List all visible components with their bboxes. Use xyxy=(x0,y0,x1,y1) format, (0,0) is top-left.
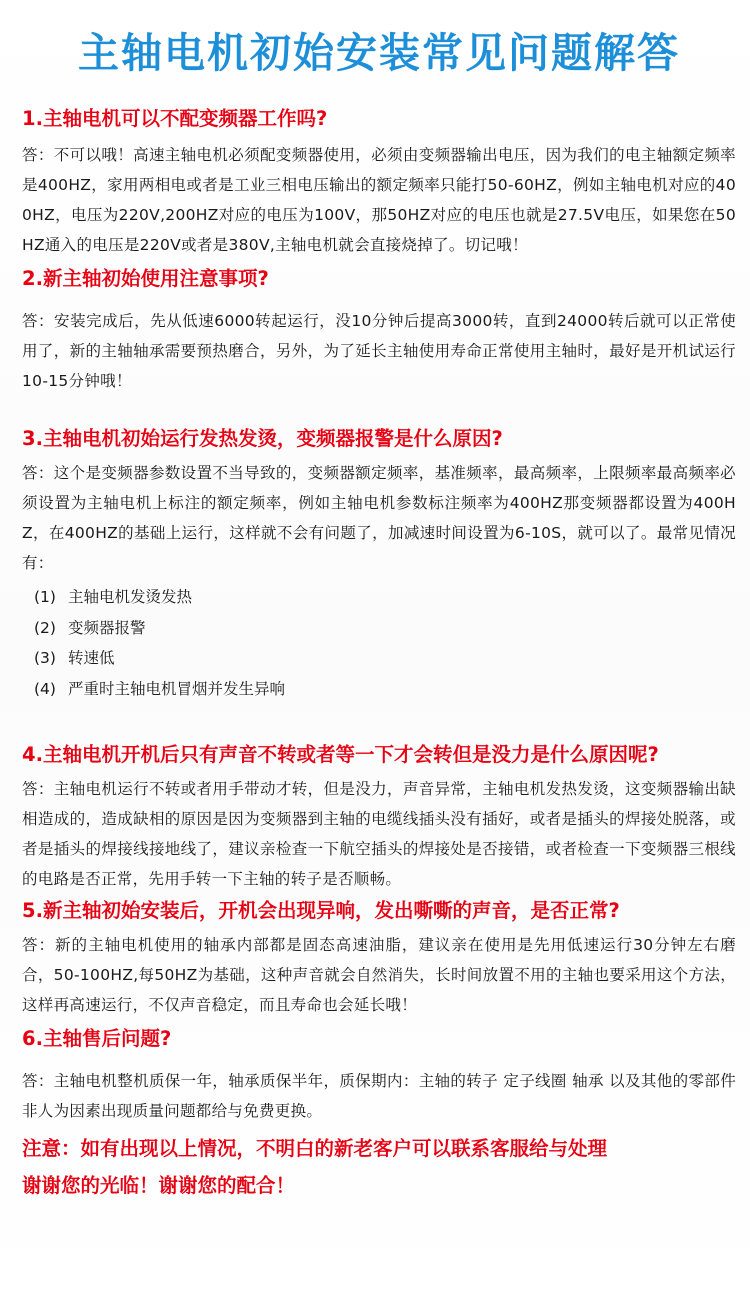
symptom-list xyxy=(34,582,736,704)
list-item-number: (3) xyxy=(34,649,56,667)
list-item-number: (2) xyxy=(34,618,56,637)
list-item-number: (1) xyxy=(34,588,56,606)
notice-text: 注意：如有出现以上情况，不明白的新老客户可以联系客服给与处理 xyxy=(22,1137,608,1160)
list-item xyxy=(34,582,736,613)
question-2: 2.新主轴初始使用注意事项? xyxy=(22,267,269,290)
faq-section-5 xyxy=(22,894,736,1020)
list-item-number: (4) xyxy=(34,679,56,698)
list-item-text: 转速低 xyxy=(68,649,115,667)
thanks-text: 谢谢您的光临！谢谢您的配合！ xyxy=(22,1174,296,1197)
question-5: 5.新主轴初始安装后，开机会出现异响，发出嘶嘶的声音，是否正常? xyxy=(22,899,620,922)
list-item-text: 变频器报警 xyxy=(68,618,146,637)
list-item xyxy=(34,643,736,674)
faq-section-6 xyxy=(22,1022,736,1126)
question-4: 4.主轴电机开机后只有声音不转或者等一下才会转但是没力是什么原因呢? xyxy=(22,743,659,766)
answer-1: 答：不可以哦！高速主轴电机必须配变频器使用，必须由变频器输出电压，因为我们的电主轴额定频率是400HZ，家用两相电或者是工业三相电压输出的额定频率只能打50-60HZ，例如主轴电机对应的400HZ，电压为220V,200HZ对应的电压为100V，那50HZ对应的电压也就是27.5V电压，如果您在50HZ通入的电压是220V或者是380V,主轴电机就会直接烧掉了。切记哦！ xyxy=(22,146,736,254)
list-item-text: 主轴电机发烫发热 xyxy=(68,588,193,606)
answer-6: 答：主轴电机整机质保一年，轴承质保半年，质保期内：主轴的转子 定子线圈 轴承 以及其他的零部件非人为因素出现质量问题都给与免费更换。 xyxy=(22,1072,736,1120)
faq-section-1 xyxy=(22,102,736,260)
list-item xyxy=(34,613,736,644)
page-title: 主轴电机初始安装常见问题解答 xyxy=(78,29,680,77)
answer-2: 答：安装完成后，先从低速6000转起运行，没10分钟后提高3000转，直到24000转后就可以正常使用了，新的主轴轴承需要预热磨合，另外，为了延长主轴使用寿命正常使用主轴时，最好是开机试运行10-15分钟哦！ xyxy=(22,312,736,390)
answer-3: 答：这个是变频器参数设置不当导致的，变频器额定频率，基准频率，最高频率，上限频率最高频率必须设置为主轴电机上标注的额定频率，例如主轴电机参数标注频率为400HZ那变频器都设置为400HZ，在400HZ的基础上运行，这样就不会有问题了，加减速时间设置为6-10S，就可以了。最常见情况有： xyxy=(22,464,736,572)
question-6: 6.主轴售后问题? xyxy=(22,1027,172,1050)
closing-notes xyxy=(22,1130,736,1204)
list-item-text: 严重时主轴电机冒烟并发生异响 xyxy=(68,679,286,698)
list-item xyxy=(34,674,736,705)
faq-section-3 xyxy=(22,422,736,704)
faq-section-4 xyxy=(22,738,736,894)
faq-section-2 xyxy=(22,262,736,396)
question-1: 1.主轴电机可以不配变频器工作吗? xyxy=(22,107,328,130)
answer-4: 答：主轴电机运行不转或者用手带动才转，但是没力，声音异常，主轴电机发热发烫，这变频器输出缺相造成的，造成缺相的原因是因为变频器到主轴的电缆线插头没有插好，或者是插头的焊接处脱落，或者是插头的焊接线接地线了，建议亲检查一下航空插头的焊接处是否接错，或者检查一下变频器三根线的电路是否正常，先用手转一下主轴的转子是否顺畅。 xyxy=(22,780,736,888)
answer-5: 答：新的主轴电机使用的轴承内部都是固态高速油脂，建议亲在使用是先用低速运行30分钟左右磨合，50-100HZ,每50HZ为基础，这种声音就会自然消失，长时间放置不用的主轴也要采用这个方法，这样再高速运行，不仅声音稳定，而且寿命也会延长哦！ xyxy=(22,936,736,1014)
question-3: 3.主轴电机初始运行发热发烫，变频器报警是什么原因? xyxy=(22,427,503,450)
